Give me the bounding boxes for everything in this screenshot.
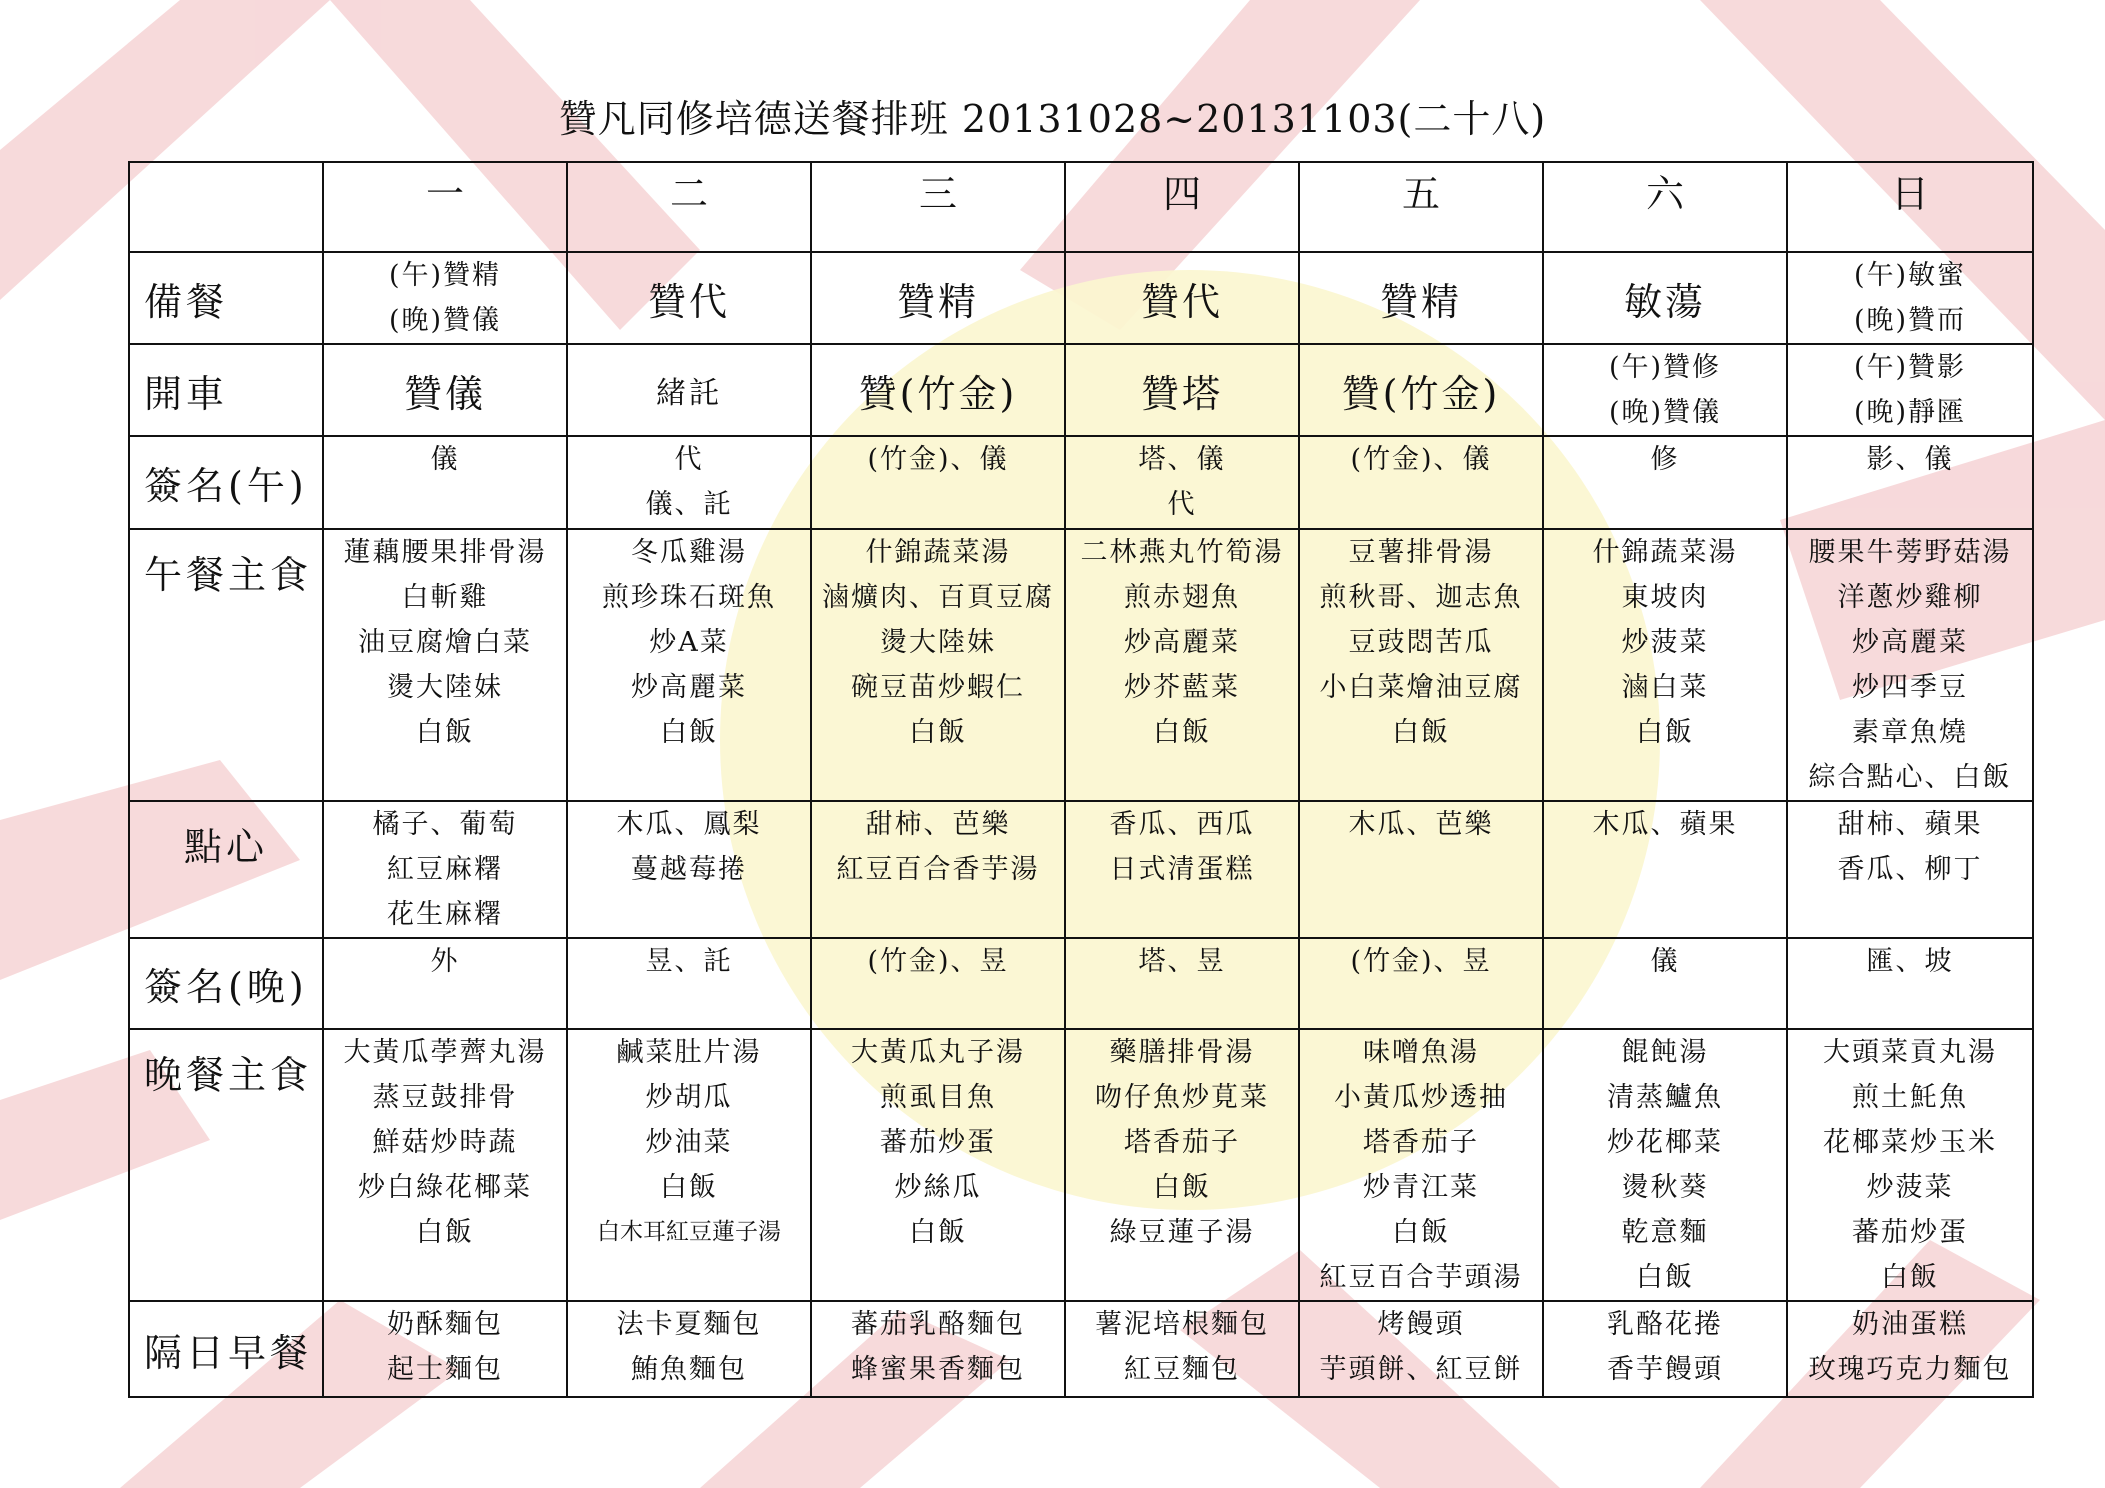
sign-eve-line: 塔、昱 (1138, 946, 1226, 977)
lunch-line: 燙大陸妹 (880, 627, 996, 658)
dinner-line: 炒白綠花椰菜 (358, 1172, 532, 1203)
prep-cell-line: 贊精 (896, 279, 979, 324)
dinner-line: 蕃茄炒蛋 (880, 1127, 996, 1158)
prep-cell-line: 贊代 (647, 279, 730, 324)
sign-noon-line: 代 (1167, 489, 1197, 520)
dinner-line: 白飯 (1636, 1262, 1694, 1293)
row-lunch (129, 529, 2033, 801)
day-header-6: 六 (1543, 162, 1787, 252)
dinner-line: 藥膳排骨湯 (1109, 1037, 1255, 1068)
snack-line: 木瓜、鳳梨 (616, 809, 762, 840)
dinner-cell-7 (1787, 1029, 2033, 1301)
snack-cell-6 (1543, 801, 1787, 938)
lunch-line: 豆豉悶苦瓜 (1348, 627, 1494, 658)
sign-noon-cell-3 (811, 436, 1065, 529)
drive-cell-3 (811, 344, 1065, 436)
prep-cell-2 (567, 252, 811, 344)
lunch-line: 什錦蔬菜湯 (865, 537, 1011, 568)
prep-cell-line: 敏蕩 (1623, 279, 1706, 324)
breakfast-cell-7 (1787, 1301, 2033, 1397)
row-label-dinner: 晚餐主食 (129, 1029, 323, 1301)
sign-eve-line: 儀 (1650, 946, 1680, 977)
dinner-line: 白飯 (1153, 1172, 1211, 1203)
breakfast-line: 芋頭餅、紅豆餅 (1319, 1354, 1523, 1385)
dinner-line: 綠豆蓮子湯 (1109, 1217, 1255, 1248)
breakfast-line: 起士麵包 (387, 1354, 503, 1385)
lunch-line: 白飯 (909, 717, 967, 748)
dinner-cell-6 (1543, 1029, 1787, 1301)
drive-cell-6 (1543, 344, 1787, 436)
breakfast-line: 蕃茄乳酪麵包 (851, 1309, 1025, 1340)
corner-cell (129, 162, 323, 252)
lunch-line: 洋蔥炒雞柳 (1837, 582, 1983, 613)
dinner-line: 塔香茄子 (1363, 1127, 1479, 1158)
dinner-line: 鮮菇炒時蔬 (372, 1127, 518, 1158)
drive-cell-line: 贊儀 (403, 371, 486, 416)
day-header-3: 三 (811, 162, 1065, 252)
lunch-line: 腰果牛蒡野菇湯 (1808, 537, 2012, 568)
dinner-line: 炒花椰菜 (1607, 1127, 1723, 1158)
dinner-line: 味噌魚湯 (1363, 1037, 1479, 1068)
lunch-line: 滷爌肉、百頁豆腐 (822, 582, 1054, 613)
day-header-2: 二 (567, 162, 811, 252)
lunch-line: 煎秋哥、迦志魚 (1319, 582, 1523, 613)
dinner-line: 蕃茄炒蛋 (1852, 1217, 1968, 1248)
lunch-line: 什錦蔬菜湯 (1592, 537, 1738, 568)
day-header-1: 一 (323, 162, 567, 252)
prep-cell-1 (323, 252, 567, 344)
snack-line: 蔓越莓捲 (631, 854, 747, 885)
dinner-line: 大黃瓜丸子湯 (851, 1037, 1025, 1068)
breakfast-line: 蜂蜜果香麵包 (851, 1354, 1025, 1385)
sign-noon-cell-7 (1787, 436, 2033, 529)
drive-cell-line: 贊(竹金) (858, 371, 1018, 416)
dinner-cell-4 (1065, 1029, 1299, 1301)
dinner-line: 餛飩湯 (1621, 1037, 1709, 1068)
sign-noon-line: 儀、託 (645, 489, 733, 520)
snack-line: 木瓜、蘋果 (1592, 809, 1738, 840)
row-label-sign-eve: 簽名(晚) (129, 938, 323, 1029)
breakfast-line: 玫瑰巧克力麵包 (1808, 1354, 2012, 1385)
lunch-cell-1 (323, 529, 567, 801)
day-header-4: 四 (1065, 162, 1299, 252)
prep-cell-line: 贊代 (1140, 279, 1223, 324)
sign-eve-cell-5 (1299, 938, 1543, 1029)
prep-cell-3 (811, 252, 1065, 344)
lunch-line: 白斬雞 (401, 582, 489, 613)
dinner-line: 蒸豆鼓排骨 (372, 1082, 518, 1113)
sign-noon-cell-2 (567, 436, 811, 529)
breakfast-line: 法卡夏麵包 (616, 1309, 762, 1340)
dinner-line: 白飯 (660, 1172, 718, 1203)
dinner-cell-5 (1299, 1029, 1543, 1301)
dinner-cell-2 (567, 1029, 811, 1301)
snack-cell-2 (567, 801, 811, 938)
dinner-line: 白飯 (416, 1217, 474, 1248)
dinner-line: 煎土魠魚 (1852, 1082, 1968, 1113)
breakfast-cell-6 (1543, 1301, 1787, 1397)
lunch-cell-3 (811, 529, 1065, 801)
row-sign-eve (129, 938, 2033, 1029)
breakfast-cell-2 (567, 1301, 811, 1397)
snack-cell-1 (323, 801, 567, 938)
drive-cell-5 (1299, 344, 1543, 436)
sign-noon-line: (竹金)、儀 (1350, 444, 1492, 475)
sign-eve-cell-3 (811, 938, 1065, 1029)
lunch-line: 蓮藕腰果排骨湯 (343, 537, 547, 568)
prep-cell-line: (晚)贊儀 (388, 305, 502, 336)
sign-noon-cell-6 (1543, 436, 1787, 529)
lunch-cell-4 (1065, 529, 1299, 801)
row-label-sign-noon: 簽名(午) (129, 436, 323, 529)
dinner-line: 白飯 (1881, 1262, 1939, 1293)
lunch-cell-7 (1787, 529, 2033, 801)
row-breakfast (129, 1301, 2033, 1397)
sign-noon-line: 影、儀 (1866, 444, 1954, 475)
lunch-line: 綜合點心、白飯 (1808, 762, 2012, 793)
sign-noon-line: 儀 (430, 444, 460, 475)
row-label-breakfast: 隔日早餐 (129, 1301, 323, 1397)
sign-noon-cell-4 (1065, 436, 1299, 529)
dinner-line: 小黃瓜炒透抽 (1334, 1082, 1508, 1113)
prep-cell-6 (1543, 252, 1787, 344)
breakfast-line: 香芋饅頭 (1607, 1354, 1723, 1385)
snack-line: 花生麻糬 (387, 899, 503, 930)
drive-cell-line: (晚)贊儀 (1608, 397, 1722, 428)
breakfast-line: 奶酥麵包 (387, 1309, 503, 1340)
prep-cell-7 (1787, 252, 2033, 344)
dinner-line: 白木耳紅豆蓮子湯 (597, 1219, 781, 1245)
drive-cell-4 (1065, 344, 1299, 436)
sign-eve-line: (竹金)、昱 (867, 946, 1009, 977)
drive-cell-line: 贊塔 (1140, 371, 1223, 416)
drive-cell-2 (567, 344, 811, 436)
snack-cell-3 (811, 801, 1065, 938)
dinner-line: 紅豆百合芋頭湯 (1319, 1262, 1523, 1293)
drive-cell-1 (323, 344, 567, 436)
row-label-lunch: 午餐主食 (129, 529, 323, 801)
lunch-line: 炒菠菜 (1621, 627, 1709, 658)
snack-line: 香瓜、西瓜 (1109, 809, 1255, 840)
sign-eve-cell-2 (567, 938, 811, 1029)
breakfast-line: 烤饅頭 (1377, 1309, 1465, 1340)
sign-eve-line: 外 (430, 946, 460, 977)
dinner-line: 白飯 (1392, 1217, 1450, 1248)
dinner-cell-3 (811, 1029, 1065, 1301)
lunch-line: 豆薯排骨湯 (1348, 537, 1494, 568)
sign-noon-line: 塔、儀 (1138, 444, 1226, 475)
lunch-cell-5 (1299, 529, 1543, 801)
lunch-line: 滷白菜 (1621, 672, 1709, 703)
lunch-line: 白飯 (660, 717, 718, 748)
sign-eve-cell-1 (323, 938, 567, 1029)
sign-eve-line: 昱、託 (645, 946, 733, 977)
lunch-line: 炒A菜 (649, 627, 729, 658)
dinner-cell-1 (323, 1029, 567, 1301)
drive-cell-7 (1787, 344, 2033, 436)
lunch-cell-2 (567, 529, 811, 801)
snack-line: 香瓜、柳丁 (1837, 854, 1983, 885)
row-label-prep: 備餐 (129, 252, 323, 344)
breakfast-line: 鮪魚麵包 (631, 1354, 747, 1385)
drive-cell-line: (晚)靜匯 (1853, 397, 1967, 428)
snack-line: 紅豆麻糬 (387, 854, 503, 885)
breakfast-line: 薯泥培根麵包 (1095, 1309, 1269, 1340)
breakfast-cell-1 (323, 1301, 567, 1397)
lunch-cell-6 (1543, 529, 1787, 801)
header-row (129, 162, 2033, 252)
snack-line: 甜柿、芭樂 (865, 809, 1011, 840)
dinner-line: 炒絲瓜 (894, 1172, 982, 1203)
sign-noon-line: (竹金)、儀 (867, 444, 1009, 475)
breakfast-line: 紅豆麵包 (1124, 1354, 1240, 1385)
prep-cell-5 (1299, 252, 1543, 344)
row-dinner (129, 1029, 2033, 1301)
dinner-line: 塔香茄子 (1124, 1127, 1240, 1158)
dinner-line: 燙秋葵 (1621, 1172, 1709, 1203)
dinner-line: 炒青江菜 (1363, 1172, 1479, 1203)
row-label-snack: 點心 (129, 801, 323, 938)
row-label-drive: 開車 (129, 344, 323, 436)
drive-cell-line: 緒託 (656, 376, 722, 411)
lunch-line: 二林燕丸竹筍湯 (1080, 537, 1284, 568)
lunch-line: 炒芥藍菜 (1124, 672, 1240, 703)
dinner-line: 清蒸鱸魚 (1607, 1082, 1723, 1113)
dinner-line: 花椰菜炒玉米 (1823, 1127, 1997, 1158)
breakfast-cell-3 (811, 1301, 1065, 1397)
lunch-line: 白飯 (1392, 717, 1450, 748)
row-snack (129, 801, 2033, 938)
schedule-table (128, 161, 2034, 1398)
snack-line: 木瓜、芭樂 (1348, 809, 1494, 840)
lunch-line: 素章魚燒 (1852, 717, 1968, 748)
day-header-5: 五 (1299, 162, 1543, 252)
lunch-line: 東坡肉 (1621, 582, 1709, 613)
dinner-line: 大頭菜貢丸湯 (1823, 1037, 1997, 1068)
sign-eve-cell-4 (1065, 938, 1299, 1029)
lunch-line: 冬瓜雞湯 (631, 537, 747, 568)
snack-cell-4 (1065, 801, 1299, 938)
sign-noon-cell-5 (1299, 436, 1543, 529)
day-header-7: 日 (1787, 162, 2033, 252)
breakfast-line: 奶油蛋糕 (1852, 1309, 1968, 1340)
sign-eve-cell-7 (1787, 938, 2033, 1029)
dinner-line: 吻仔魚炒莧菜 (1095, 1082, 1269, 1113)
prep-cell-line: (午)贊精 (388, 260, 502, 291)
prep-cell-4 (1065, 252, 1299, 344)
lunch-line: 煎珍珠石斑魚 (602, 582, 776, 613)
lunch-line: 炒高麗菜 (631, 672, 747, 703)
sign-eve-line: 匯、坡 (1866, 946, 1954, 977)
prep-cell-line: (晚)贊而 (1853, 305, 1967, 336)
row-prep (129, 252, 2033, 344)
lunch-line: 炒高麗菜 (1852, 627, 1968, 658)
dinner-line: 白飯 (909, 1217, 967, 1248)
sign-eve-cell-6 (1543, 938, 1787, 1029)
snack-cell-5 (1299, 801, 1543, 938)
row-sign-noon (129, 436, 2033, 529)
lunch-line: 油豆腐燴白菜 (358, 627, 532, 658)
breakfast-line: 乳酪花捲 (1607, 1309, 1723, 1340)
breakfast-cell-5 (1299, 1301, 1543, 1397)
dinner-line: 煎虱目魚 (880, 1082, 996, 1113)
row-drive (129, 344, 2033, 436)
lunch-line: 小白菜燴油豆腐 (1319, 672, 1523, 703)
drive-cell-line: (午)贊影 (1853, 352, 1967, 383)
snack-cell-7 (1787, 801, 2033, 938)
sign-noon-line: 修 (1650, 444, 1680, 475)
lunch-line: 白飯 (1153, 717, 1211, 748)
dinner-line: 乾意麵 (1621, 1217, 1709, 1248)
drive-cell-line: 贊(竹金) (1341, 371, 1501, 416)
sign-noon-cell-1 (323, 436, 567, 529)
snack-line: 橘子、葡萄 (372, 809, 518, 840)
lunch-line: 燙大陸妹 (387, 672, 503, 703)
dinner-line: 鹹菜肚片湯 (616, 1037, 762, 1068)
lunch-line: 炒四季豆 (1852, 672, 1968, 703)
prep-cell-line: 贊精 (1379, 279, 1462, 324)
lunch-line: 炒高麗菜 (1124, 627, 1240, 658)
lunch-line: 白飯 (416, 717, 474, 748)
sign-noon-line: 代 (674, 444, 704, 475)
breakfast-cell-4 (1065, 1301, 1299, 1397)
lunch-line: 碗豆苗炒蝦仁 (851, 672, 1025, 703)
snack-line: 甜柿、蘋果 (1837, 809, 1983, 840)
sign-eve-line: (竹金)、昱 (1350, 946, 1492, 977)
snack-line: 日式清蛋糕 (1109, 854, 1255, 885)
page-title: 贊凡同修培德送餐排班 20131028~20131103(二十八) (558, 97, 1547, 141)
dinner-line: 炒菠菜 (1866, 1172, 1954, 1203)
drive-cell-line: (午)贊修 (1608, 352, 1722, 383)
prep-cell-line: (午)敏蜜 (1853, 260, 1967, 291)
dinner-line: 炒胡瓜 (645, 1082, 733, 1113)
dinner-line: 大黃瓜荸薺丸湯 (343, 1037, 547, 1068)
dinner-line: 炒油菜 (645, 1127, 733, 1158)
lunch-line: 煎赤翅魚 (1124, 582, 1240, 613)
lunch-line: 白飯 (1636, 717, 1694, 748)
snack-line: 紅豆百合香芋湯 (836, 854, 1040, 885)
